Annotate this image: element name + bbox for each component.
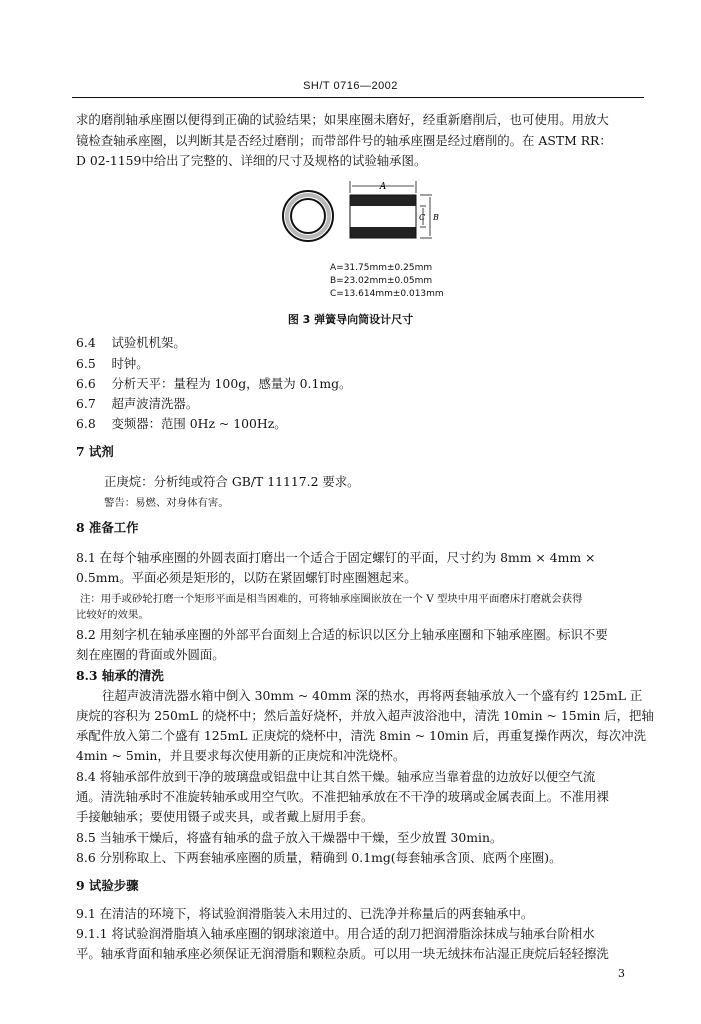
- item-6-5: [76, 354, 642, 374]
- para-8-4-line: 8.4 将轴承部件放到干净的玻璃盘或铝盘中让其自然干燥。轴承应当靠着盘的边放好以便空气流: [76, 769, 596, 784]
- item-text: 试验机机架。: [111, 335, 186, 350]
- item-number: 6.5: [76, 356, 96, 371]
- para-8-5: 8.5 当轴承干燥后，将盛有轴承的盘子放入干燥器中干燥，至少放置 30min。: [76, 830, 503, 845]
- item-6-4: [76, 333, 642, 353]
- item-text: 分析天平：量程为 100g，感量为 0.1mg。: [111, 376, 352, 391]
- para-8-3-line: 庚烷的容积为 250mL 的烧杯中；然后盖好烧杯，并放入超声波浴池中，清洗 10min ~ 15min 后，把轴: [76, 708, 654, 723]
- item-number: 6.6: [76, 376, 96, 391]
- para-9-1-1-line: 平。轴承背面和轴承座必须保证无润滑脂和颗粒杂质。可以用一块无绒抹布沾湿正庚烷后轻轻擦洗: [76, 946, 609, 961]
- para-9-1: 9.1 在清洁的环境下，将试验润滑脂装入未用过的、已洗净并称量后的两套轴承中。: [76, 906, 534, 921]
- para-8-4-line: 手接触轴承；要使用镊子或夹具，或者戴上厨用手套。: [76, 809, 374, 824]
- para-8-1-line: 8.1 在每个轴承座圈的外圆表面打磨出一个适合于固定螺钉的平面，尺寸约为 8mm × 4mm ×: [76, 550, 596, 565]
- section-8-heading: 8 准备工作: [76, 520, 139, 535]
- section-7-text: 正庚烷：分析纯或符合 GB/T 11117.2 要求。: [104, 474, 360, 489]
- item-text: 变频器：范围 0Hz ~ 100Hz。: [111, 416, 287, 431]
- item-6-8: [76, 414, 642, 434]
- page-number: 3: [618, 967, 625, 980]
- para-8-2-line: 8.2 用刻字机在轴承座圈的外部平台面刻上合适的标识以区分上轴承座圈和下轴承座圈。标识不要: [76, 627, 608, 642]
- dim-label-c: C: [419, 213, 426, 222]
- dim-label-b: B: [433, 213, 439, 222]
- para-9-1-1-line: 9.1.1 将试验润滑脂填入轴承座圈的钢球滚道中。用合适的刮刀把润滑脂涂抹成与轴承台阶相水: [76, 926, 595, 941]
- note-8-1-line: 注：用手或砂轮打磨一个矩形平面是相当困难的，可将轴承座圈嵌放在一个 V 型块中用平面磨床打磨就会获得: [80, 593, 583, 605]
- document-header: SH/T 0716—2002: [303, 80, 398, 92]
- intro-line: 求的磨削轴承座圈以便得到正确的试验结果；如果座圈未磨好，经重新磨削后，也可使用。用放大: [76, 112, 609, 127]
- para-8-2-line: 刻在座圈的背面或外圆面。: [76, 647, 225, 662]
- note-8-1-line: 比较好的效果。: [76, 609, 149, 621]
- intro-line: D 02-1159中给出了完整的、详细的尺寸及规格的试验轴承图。: [76, 153, 427, 168]
- dim-spec-a: A=31.75mm±0.25mm: [330, 263, 433, 273]
- item-6-6: [76, 374, 642, 394]
- para-8-3-line: 承配件放入第二个盛有 125mL 正庚烷的烧杯中，清洗 8min ~ 10min 后，再重复操作两次，每次冲洗: [76, 728, 646, 743]
- para-8-1-line: 0.5mm。平面必须是矩形的，以防在紧固螺钉时座圈翘起来。: [76, 570, 417, 585]
- section-7-heading: 7 试剂: [76, 444, 114, 459]
- intro-line: 镜检查轴承座圈，以判断其是否经过磨削；而带部件号的轴承座圈是经过磨削的。在 ASTM RR：: [76, 133, 612, 148]
- section-7-warning: 警告：易燃、对身体有害。: [104, 497, 229, 509]
- para-8-3-line: 4min ~ 5min，并且要求每次使用新的正庚烷和冲洗烧杯。: [76, 748, 406, 763]
- ring-front-view: [283, 191, 333, 241]
- item-6-7: [76, 394, 642, 414]
- para-8-3-line: 往超声波清洗器水箱中倒入 30mm ~ 40mm 深的热水，再将两套轴承放入一个盛有约 125mL 正: [102, 688, 643, 703]
- dim-label-a: A: [379, 182, 387, 192]
- item-number: 6.4: [76, 335, 96, 350]
- dim-spec-b: B=23.02mm±0.05mm: [330, 276, 433, 286]
- section-9-heading: 9 试验步骤: [76, 878, 139, 893]
- para-8-6: 8.6 分别称取上、下两套轴承座圈的质量，精确到 0.1mg(每套轴承含顶、底两个座圈)。: [76, 850, 562, 865]
- header-rule: [72, 97, 644, 98]
- subheading-8-3: 8.3 轴承的清洗: [76, 668, 164, 683]
- figure-caption: 图 3 弹簧导向筒设计尺寸: [287, 313, 414, 326]
- item-text: 时钟。: [111, 356, 149, 371]
- dim-spec-c: C=13.614mm±0.013mm: [330, 289, 444, 299]
- item-number: 6.8: [76, 416, 96, 431]
- item-text: 超声波清洗器。: [111, 396, 199, 411]
- item-number: 6.7: [76, 396, 96, 411]
- ring-section-view: [350, 181, 432, 238]
- para-8-4-line: 通。清洗轴承时不准旋转轴承或用空气吹。不准把轴承放在不干净的玻璃或金属表面上。不准用裸: [76, 789, 609, 804]
